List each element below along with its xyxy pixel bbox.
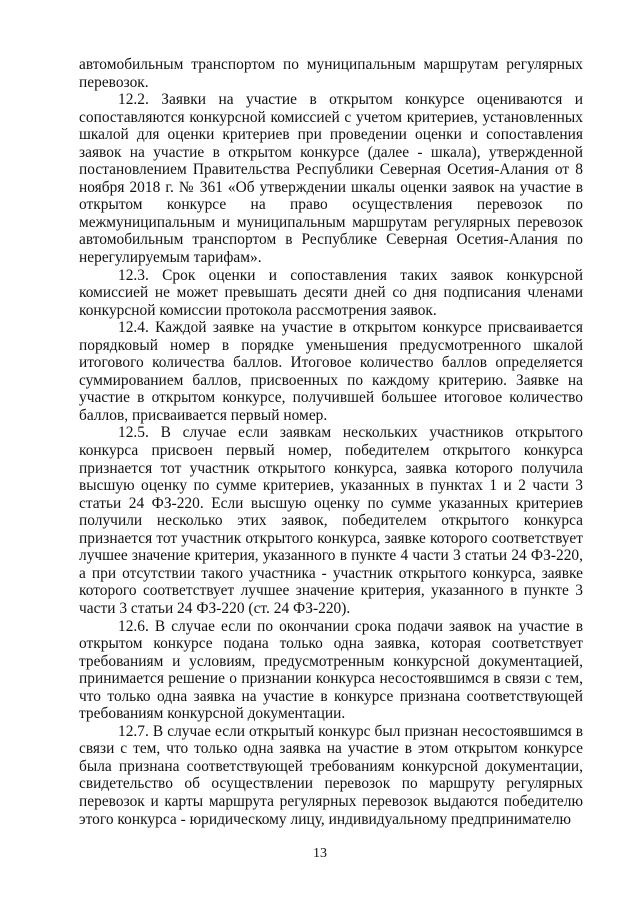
paragraph-continuation: автомобильным транспортом по муниципальным маршрутам регулярных перевозок. [79,56,583,91]
paragraph-12-5: 12.5. В случае если заявкам нескольких участников открытого конкурса присвоен первый номер, победителем открытого конкурса признается тот участник открытого конкурса, заявка которого получила высшую оценку по сумме критериев, указанных в пунктах 1 и 2 части 3 статьи 24 ФЗ-220. Если высшую оценку по сумме указанных критериев получили несколько этих заявок, победителем открытого конкурса признается тот участник открытого конкурса, заявке которого соответствует лучшее значение критерия, указанного в пункте 4 части 3 статьи 24 ФЗ-220, а при отсутствии такого участника - участник открытого конкурса, заявке которого соответствует лучшее значение критерия, указанного в пункте 3 части 3 статьи 24 ФЗ-220 (ст. 24 ФЗ-220). [79,424,583,617]
document-body [79,56,583,828]
paragraph-12-4: 12.4. Каждой заявке на участие в открытом конкурсе присваивается порядковый номер в порядке уменьшения предусмотренного шкалой итогового количества баллов. Итоговое количество баллов определяется суммированием баллов, присвоенных по каждому критерию. Заявке на участие в открытом конкурсе, получившей большее итоговое количество баллов, присваивается первый номер. [79,319,583,424]
page-number: 13 [313,846,327,861]
paragraph-12-6: 12.6. В случае если по окончании срока подачи заявок на участие в открытом конкурсе подана только одна заявка, которая соответствует требованиям и условиям, предусмотренным конкурсной документацией, принимается решение о признании конкурса несостоявшимся в связи с тем, что только одна заявка на участие в конкурсе признана соответствующей требованиям конкурсной документации. [79,617,583,723]
paragraph-12-7: 12.7. В случае если открытый конкурс был признан несостоявшимся в связи с тем, что только одна заявка на участие в этом открытом конкурсе была признана соответствующей требованиям конкурсной документации, свидетельство об осуществлении перевозок по маршруту регулярных перевозок и карты маршрута регулярных перевозок выдаются победителю этого конкурса - юридическому лицу, индивидуальному предпринимателю [79,722,583,828]
paragraph-12-3: 12.3. Срок оценки и сопоставления таких заявок конкурсной комиссией не может превышать десяти дней со дня подписания членами конкурсной комиссии протокола рассмотрения заявок. [79,266,583,319]
paragraph-12-2: 12.2. Заявки на участие в открытом конкурсе оцениваются и сопоставляются конкурсной комиссией с учетом критериев, установленных шкалой для оценки критериев при проведении оценки и сопоставления заявок на участие в открытом конкурсе (далее - шкала), утвержденной постановлением Правительства Республики Северная Осетия-Алания от 8 ноября 2018 г. № 361 «Об утверждении шкалы оценки заявок на участие в открытом конкурсе на право осуществления перевозок по межмуниципальным и муниципальным маршрутам регулярных перевозок автомобильным транспортом в Республике Северная Осетия-Алания по нерегулируемым тарифам». [79,91,583,267]
